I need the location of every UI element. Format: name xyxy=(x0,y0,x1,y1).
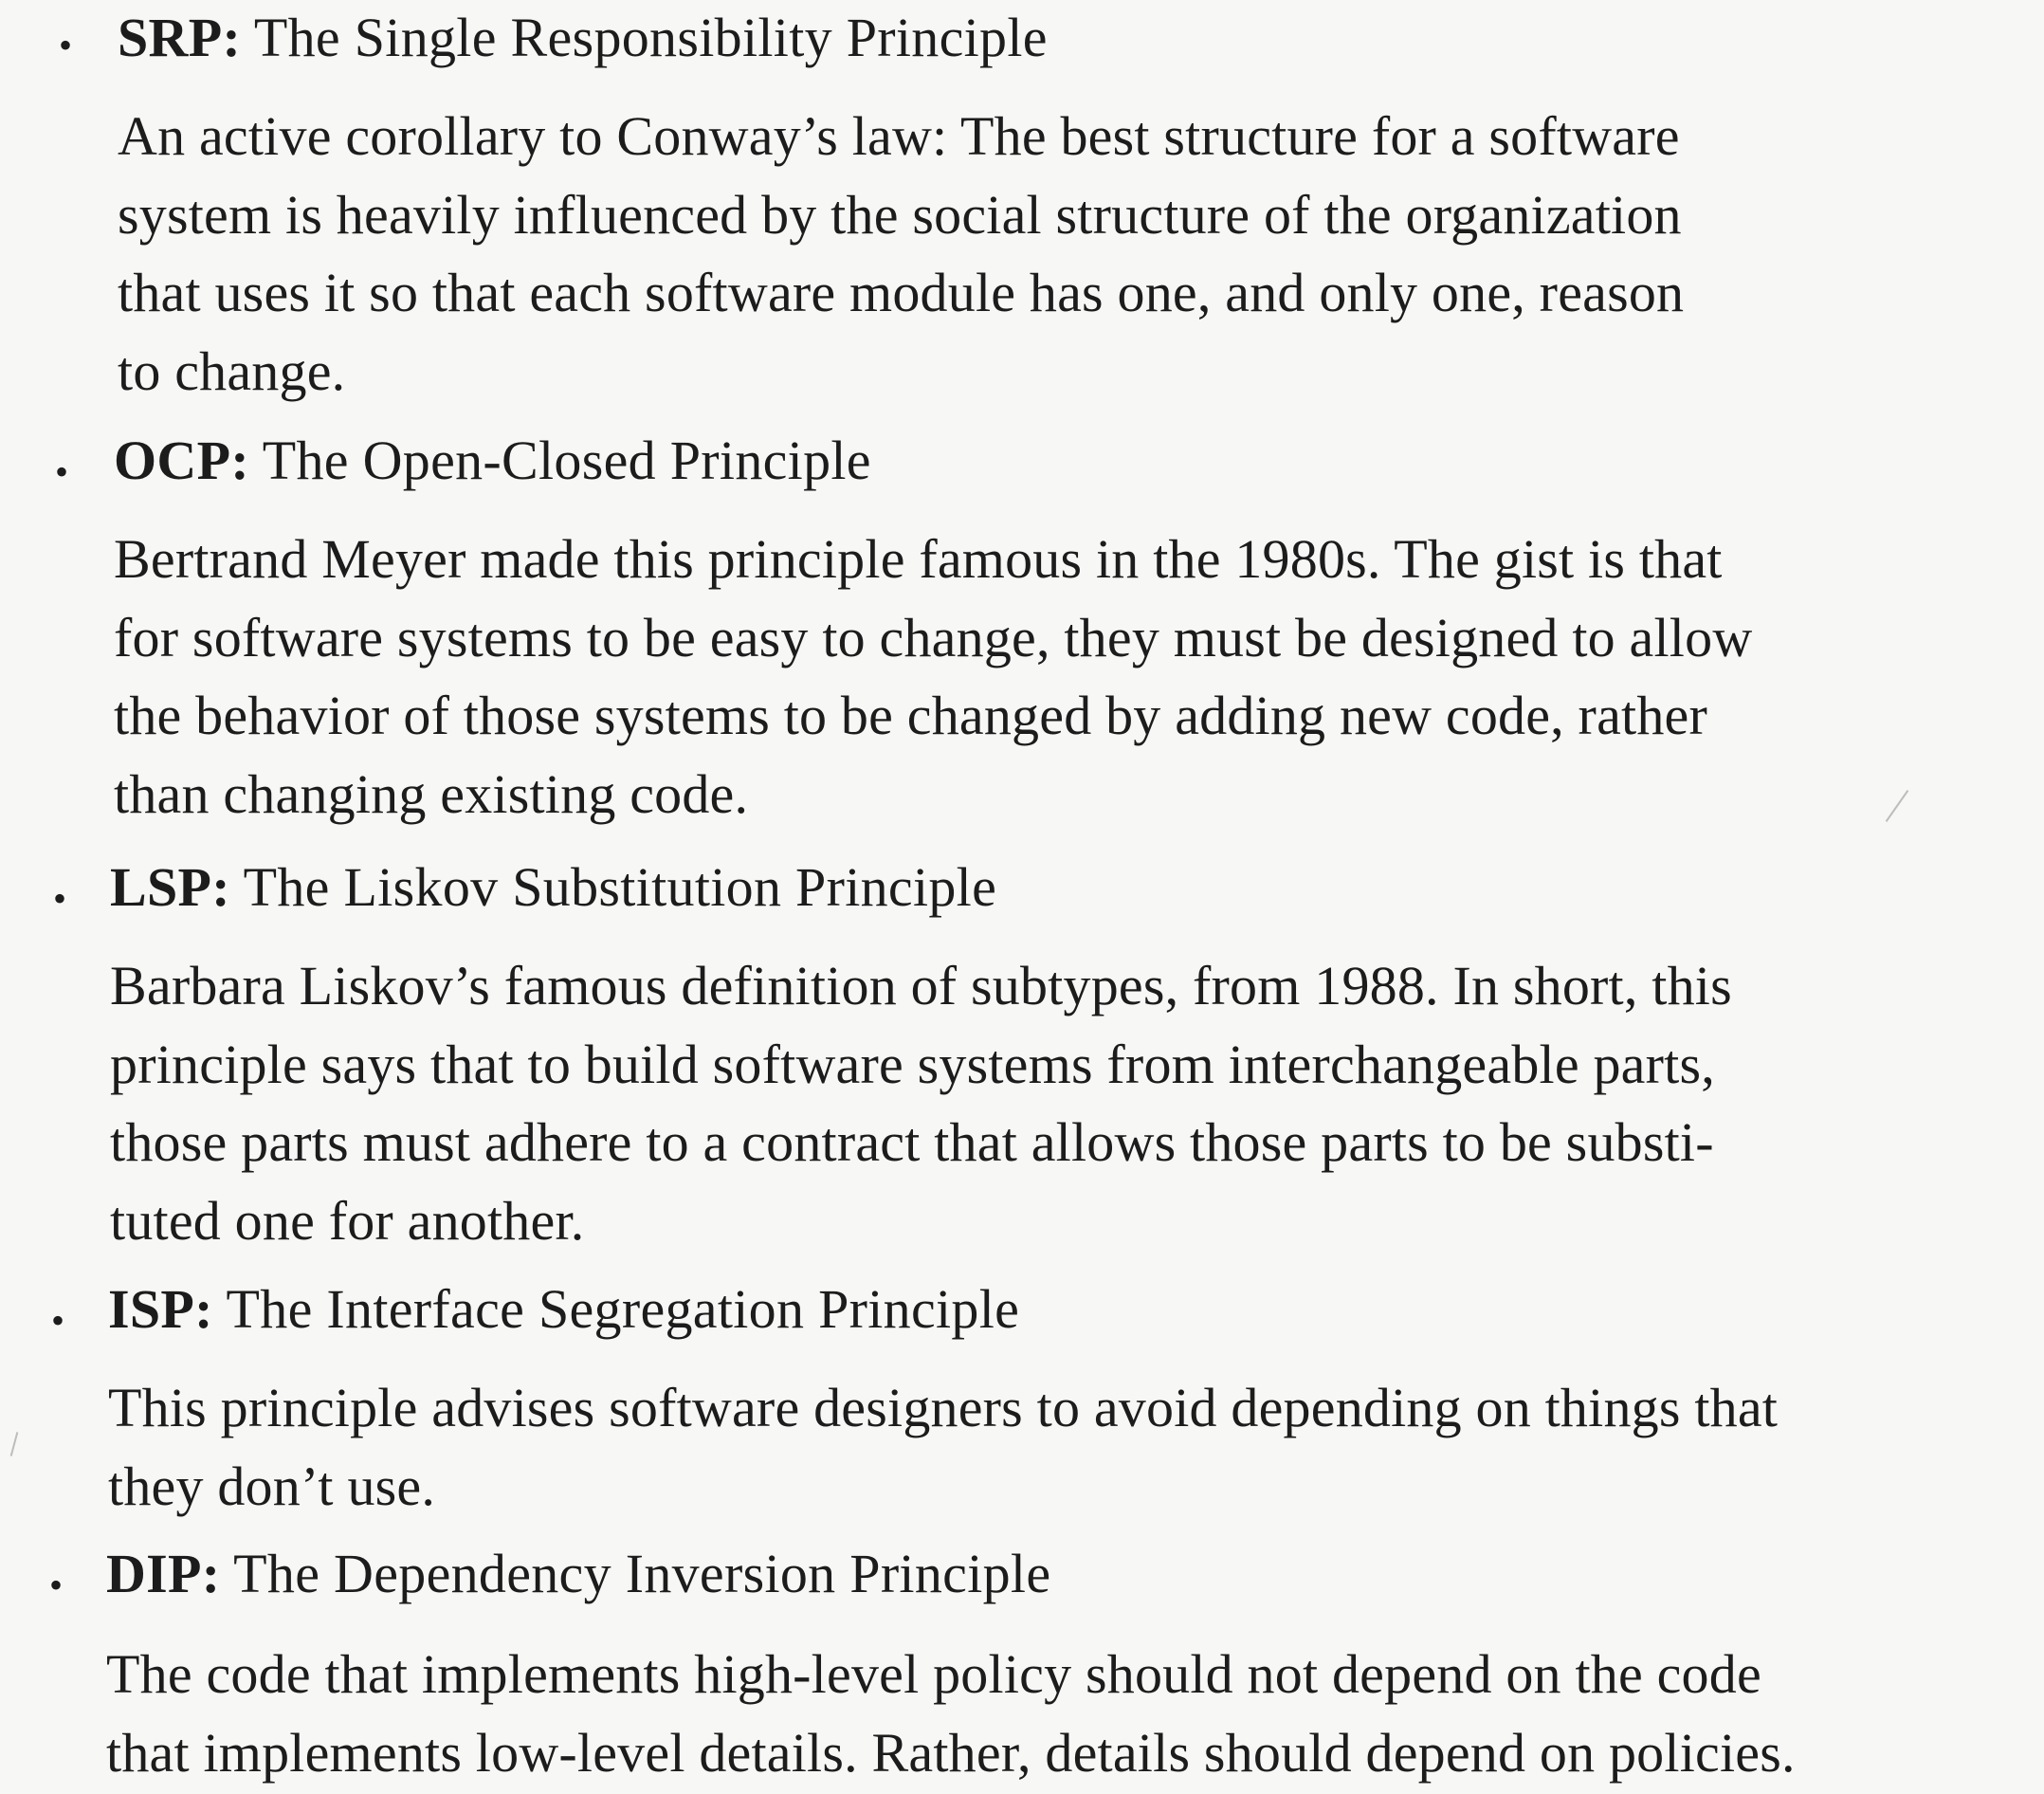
principle-description xyxy=(118,98,1684,411)
description-line: the behavior of those systems to be changed by adding new code, rather xyxy=(114,685,1707,746)
description-line: An active corollary to Conway’s law: The best structure for a software xyxy=(118,105,1680,167)
bullet-icon: • xyxy=(51,1299,65,1342)
principle-description xyxy=(110,947,1732,1260)
bullet-icon: • xyxy=(55,450,69,493)
principle-heading xyxy=(118,4,1048,72)
principle-name: The Liskov Substitution Principle xyxy=(243,856,997,918)
principle-name: The Single Responsibility Principle xyxy=(253,7,1048,68)
principle-name: The Open-Closed Principle xyxy=(262,430,871,491)
description-line: for software systems to be easy to change, they must be designed to allow xyxy=(114,606,1753,668)
description-line: that uses it so that each software module has one, and only one, reason xyxy=(118,262,1685,323)
principle-heading xyxy=(110,853,996,922)
bullet-icon: • xyxy=(59,24,73,66)
principle-abbreviation: DIP: xyxy=(106,1543,221,1604)
principle-name: The Dependency Inversion Principle xyxy=(233,1543,1051,1604)
description-line: principle says that to build software systems from interchangeable parts, xyxy=(110,1033,1715,1095)
principle-abbreviation: OCP: xyxy=(114,430,249,491)
scan-speck xyxy=(10,1432,19,1456)
principle-description xyxy=(114,521,1752,833)
bullet-icon: • xyxy=(49,1564,64,1606)
principle-description xyxy=(108,1369,1778,1526)
description-line: they don’t use. xyxy=(108,1455,436,1517)
description-line: system is heavily influenced by the social structure of the organization xyxy=(118,183,1682,246)
description-line: tuted one for another. xyxy=(110,1189,585,1252)
principle-heading xyxy=(114,427,871,495)
principle-abbreviation: ISP: xyxy=(108,1278,213,1340)
description-line: Barbara Liskov’s famous definition of subtypes, from 1988. In short, this xyxy=(110,955,1732,1016)
scan-speck xyxy=(1886,790,1909,822)
principle-name: The Interface Segregation Principle xyxy=(226,1278,1020,1340)
description-line: than changing existing code. xyxy=(114,762,749,825)
description-line: The code that implements high-level policy should not depend on the code xyxy=(106,1643,1761,1705)
bullet-icon: • xyxy=(53,877,67,920)
principle-abbreviation: SRP: xyxy=(118,7,242,68)
principle-heading xyxy=(106,1540,1050,1608)
principle-heading xyxy=(108,1275,1019,1344)
description-line: This principle advises software designers to avoid depending on things that xyxy=(108,1377,1779,1438)
description-line: to change. xyxy=(118,339,346,402)
description-line: Bertrand Meyer made this principle famous in the 1980s. The gist is that xyxy=(114,528,1723,590)
principle-abbreviation: LSP: xyxy=(110,856,230,918)
description-line: those parts must adhere to a contract that allows those parts to be substi- xyxy=(110,1111,1714,1173)
principle-description xyxy=(106,1636,1796,1792)
description-line: that implements low-level details. Rather, details should depend on policies. xyxy=(106,1721,1796,1784)
